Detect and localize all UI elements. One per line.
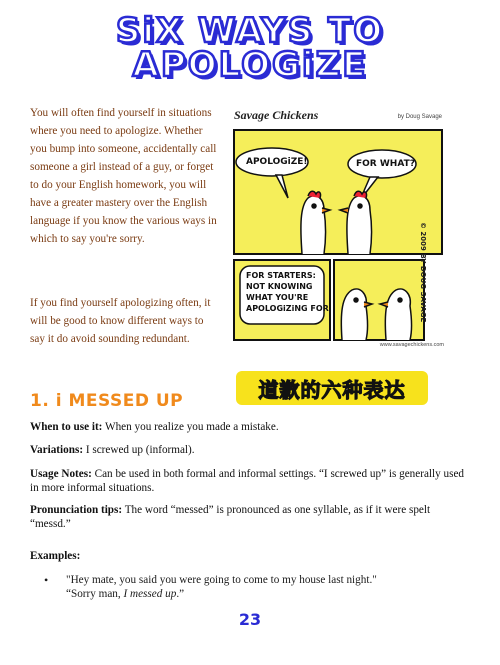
example-line-2: “Sorry man, I messed up.”: [66, 588, 185, 600]
when-to-use: When to use it: When you realize you made a mistake.: [30, 421, 279, 433]
chinese-banner-text: 道歉的六种表达: [258, 378, 406, 402]
comic-url: www.savagechickens.com: [379, 342, 444, 348]
page-number: 23: [238, 610, 262, 629]
intro-paragraph-2: If you find yourself apologizing often, it will be good to know different ways to say it do avoid sounding redundant.: [30, 297, 211, 345]
pronunciation-tips: Pronunciation tips: The word “messed” is pronounced as one syllable, as if it were spelt “messd.”: [30, 504, 431, 530]
bubble-text-3: FOR STARTERS: NOT KNOWING WHAT YOU'RE APOLOGiZiNG FOR: [246, 271, 329, 313]
example-line-1: "Hey mate, you said you were going to come to my house last night.": [66, 574, 377, 586]
chinese-banner: [236, 371, 428, 405]
comic-strip: [230, 106, 448, 350]
bullet-point: •: [44, 573, 49, 587]
comic-title: Savage Chickens: [234, 108, 319, 122]
variations: Variations: I screwed up (informal).: [30, 444, 195, 456]
bubble-text-1: APOLOGiZE!: [246, 157, 308, 167]
examples-label: Examples:: [30, 550, 81, 562]
intro-paragraph-1: You will often find yourself in situations where you need to apologize. Whether you bump into someone, accidentally call someone a girl instead of a guy, or forget to do your English homework, you will have a greater mastery over the English language if you know the various ways in which to say you're sorry.: [30, 107, 217, 245]
page-title-line1: SiX WAYS TO: [115, 11, 385, 51]
usage-notes: Usage Notes: Can be used in both formal and informal settings. “I screwed up” is generally used in more informal situations.: [30, 468, 465, 494]
page-title-line2: APOLOGiZE: [132, 45, 368, 85]
comic-signature: © 2009 BY DOUG SAVAGE: [419, 222, 427, 323]
comic-byline: by Doug Savage: [397, 114, 442, 120]
section-heading: 1. i MESSED UP: [30, 391, 184, 411]
bubble-text-2: FOR WHAT?: [356, 159, 415, 169]
